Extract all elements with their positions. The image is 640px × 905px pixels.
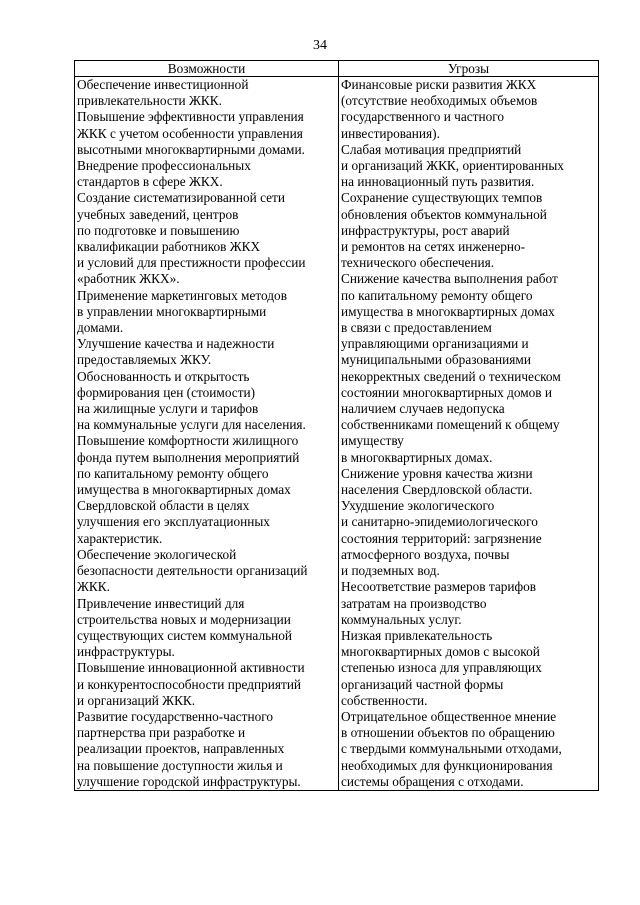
threats-cell <box>339 77 599 791</box>
opportunity-text-line: Свердловской области в целях <box>77 498 250 514</box>
threat-text-line: и подземных вод. <box>341 563 440 579</box>
opportunity-text-line: стандартов в сфере ЖКХ. <box>77 174 223 190</box>
threat-text-line: по капитальному ремонту общего <box>341 287 533 303</box>
opportunity-text-line: формирования цен (стоимости) <box>77 384 256 400</box>
opportunity-text-line: улучшение городской инфраструктуры. <box>77 773 301 789</box>
opportunity-text-line: и организаций ЖКК. <box>77 692 196 708</box>
opportunity-text-line: Обеспечение экологической <box>77 546 237 562</box>
threat-text-line: многоквартирных домов с высокой <box>341 644 540 660</box>
opportunity-text-line: Применение маркетинговых методов <box>77 287 287 303</box>
threat-text-line: и санитарно-эпидемиологического <box>341 514 538 530</box>
opportunity-text-line: ЖКК с учетом особенности управления <box>77 125 303 141</box>
threat-text-line: Снижение уровня качества жизни <box>341 465 533 481</box>
opportunity-text-line: домами. <box>77 320 124 336</box>
threat-text-line: в связи с предоставлением <box>341 320 492 336</box>
opportunity-text-line: на жилищные услуги и тарифов <box>77 401 259 417</box>
threat-text-line: системы обращения с отходами. <box>341 773 524 789</box>
threat-text-line: муниципальными образованиями <box>341 352 531 368</box>
threat-text-line: необходимых для функционирования <box>341 757 553 773</box>
threat-text-line: некорректных сведений о техническом <box>341 368 561 384</box>
threat-text-line: и организаций ЖКК, ориентированных <box>341 158 564 174</box>
opportunity-text-line: по капитальному ремонту общего <box>77 465 269 481</box>
threat-text-line: в отношении объектов по обращению <box>341 725 555 741</box>
opportunity-text-line: Улучшение качества и надежности <box>77 336 275 352</box>
threat-text-line: технического обеспечения. <box>341 255 495 271</box>
opportunity-text-line: Развитие государственно-частного <box>77 708 274 724</box>
opportunity-text-line: на коммунальные услуги для населения. <box>77 417 306 433</box>
threat-text-line: коммунальных услуг. <box>341 611 462 627</box>
header-opportunities: Возможности <box>75 61 339 77</box>
threat-text-line: Снижение качества выполнения работ <box>341 271 558 287</box>
opportunity-text-line: и условий для престижности профессии <box>77 255 306 271</box>
opportunity-text-line: инфраструктуры. <box>77 644 175 660</box>
threat-text-line: населения Свердловской области. <box>341 482 533 498</box>
threat-text-line: Низкая привлекательность <box>341 627 493 643</box>
opportunity-text-line: ЖКК. <box>77 579 110 595</box>
opportunity-text-line: партнерства при разработке и <box>77 725 246 741</box>
opportunity-text-line: Повышение комфортности жилищного <box>77 433 299 449</box>
threat-text-line: государственного и частного <box>341 109 505 125</box>
opportunities-cell <box>75 77 339 791</box>
opportunity-text-line: и конкурентоспособности предприятий <box>77 676 302 692</box>
threat-text-line: в многоквартирных домах. <box>341 449 493 465</box>
threat-text-line: Ухудшение экологического <box>341 498 495 514</box>
opportunity-text-line: Повышение эффективности управления <box>77 109 304 125</box>
threat-text-line: Слабая мотивация предприятий <box>341 141 522 157</box>
opportunity-text-line: высотными многоквартирными домами. <box>77 141 305 157</box>
threat-text-line: с твердыми коммунальными отходами, <box>341 741 562 757</box>
opportunity-text-line: на повышение доступности жилья и <box>77 757 283 773</box>
opportunity-text-line: по подготовке и повышению <box>77 222 240 238</box>
opportunity-text-line: «работник ЖКХ». <box>77 271 180 287</box>
threat-text-line: наличием случаев недопуска <box>341 401 505 417</box>
threat-text-line: собственниками помещений к общему <box>341 417 560 433</box>
threat-text-line: Финансовые риски развития ЖКХ <box>341 77 537 92</box>
opportunity-text-line: Обеспечение инвестиционной <box>77 77 249 92</box>
opportunity-text-line: характеристик. <box>77 530 163 546</box>
table-header-row <box>75 61 599 77</box>
threat-text-line: обновления объектов коммунальной <box>341 206 547 222</box>
opportunity-text-line: в управлении многоквартирными <box>77 303 267 319</box>
opportunity-text-line: Внедрение профессиональных <box>77 158 251 174</box>
opportunity-text-line: имущества в многоквартирных домах <box>77 482 291 498</box>
threat-text-line: на инновационный путь развития. <box>341 174 535 190</box>
swot-table <box>74 60 599 791</box>
threat-text-line: собственности. <box>341 692 428 708</box>
threat-text-line: затратам на производство <box>341 595 487 611</box>
threat-text-line: Несоответствие размеров тарифов <box>341 579 537 595</box>
threat-text-line: степенью износа для управляющих <box>341 660 542 676</box>
opportunity-text-line: существующих систем коммунальной <box>77 627 293 643</box>
threat-text-line: атмосферного воздуха, почвы <box>341 546 510 562</box>
table-row <box>75 77 599 791</box>
header-threats: Угрозы <box>339 61 599 77</box>
opportunity-text-line: фонда путем выполнения мероприятий <box>77 449 300 465</box>
threat-text-line: имуществу <box>341 433 404 449</box>
opportunity-text-line: безопасности деятельности организаций <box>77 563 308 579</box>
threat-text-line: инвестирования). <box>341 125 440 141</box>
opportunity-text-line: Создание систематизированной сети <box>77 190 285 206</box>
opportunity-text-line: предоставляемых ЖКУ. <box>77 352 212 368</box>
opportunity-text-line: реализации проектов, направленных <box>77 741 285 757</box>
opportunity-text-line: Повышение инновационной активности <box>77 660 305 676</box>
opportunity-text-line: Привлечение инвестиций для <box>77 595 245 611</box>
threat-text-line: инфраструктуры, рост аварий <box>341 222 510 238</box>
threat-text-line: Отрицательное общественное мнение <box>341 708 557 724</box>
opportunity-text-line: учебных заведений, центров <box>77 206 239 222</box>
threat-text-line: Сохранение существующих темпов <box>341 190 543 206</box>
opportunity-text-line: квалификации работников ЖКХ <box>77 239 261 255</box>
page-number: 34 <box>313 38 327 53</box>
threat-text-line: (отсутствие необходимых объемов <box>341 93 538 109</box>
threat-text-line: имущества в многоквартирных домах <box>341 303 555 319</box>
opportunity-text-line: привлекательности ЖКК. <box>77 93 222 109</box>
opportunity-text-line: строительства новых и модернизации <box>77 611 291 627</box>
opportunity-text-line: улучшения его эксплуатационных <box>77 514 270 530</box>
opportunity-text-line: Обоснованность и открытость <box>77 368 250 384</box>
threat-text-line: состоянии многоквартирных домов и <box>341 384 553 400</box>
threat-text-line: организаций частной формы <box>341 676 504 692</box>
threat-text-line: управляющими организациями и <box>341 336 529 352</box>
threat-text-line: состояния территорий: загрязнение <box>341 530 542 546</box>
threat-text-line: и ремонтов на сетях инженерно- <box>341 239 526 255</box>
